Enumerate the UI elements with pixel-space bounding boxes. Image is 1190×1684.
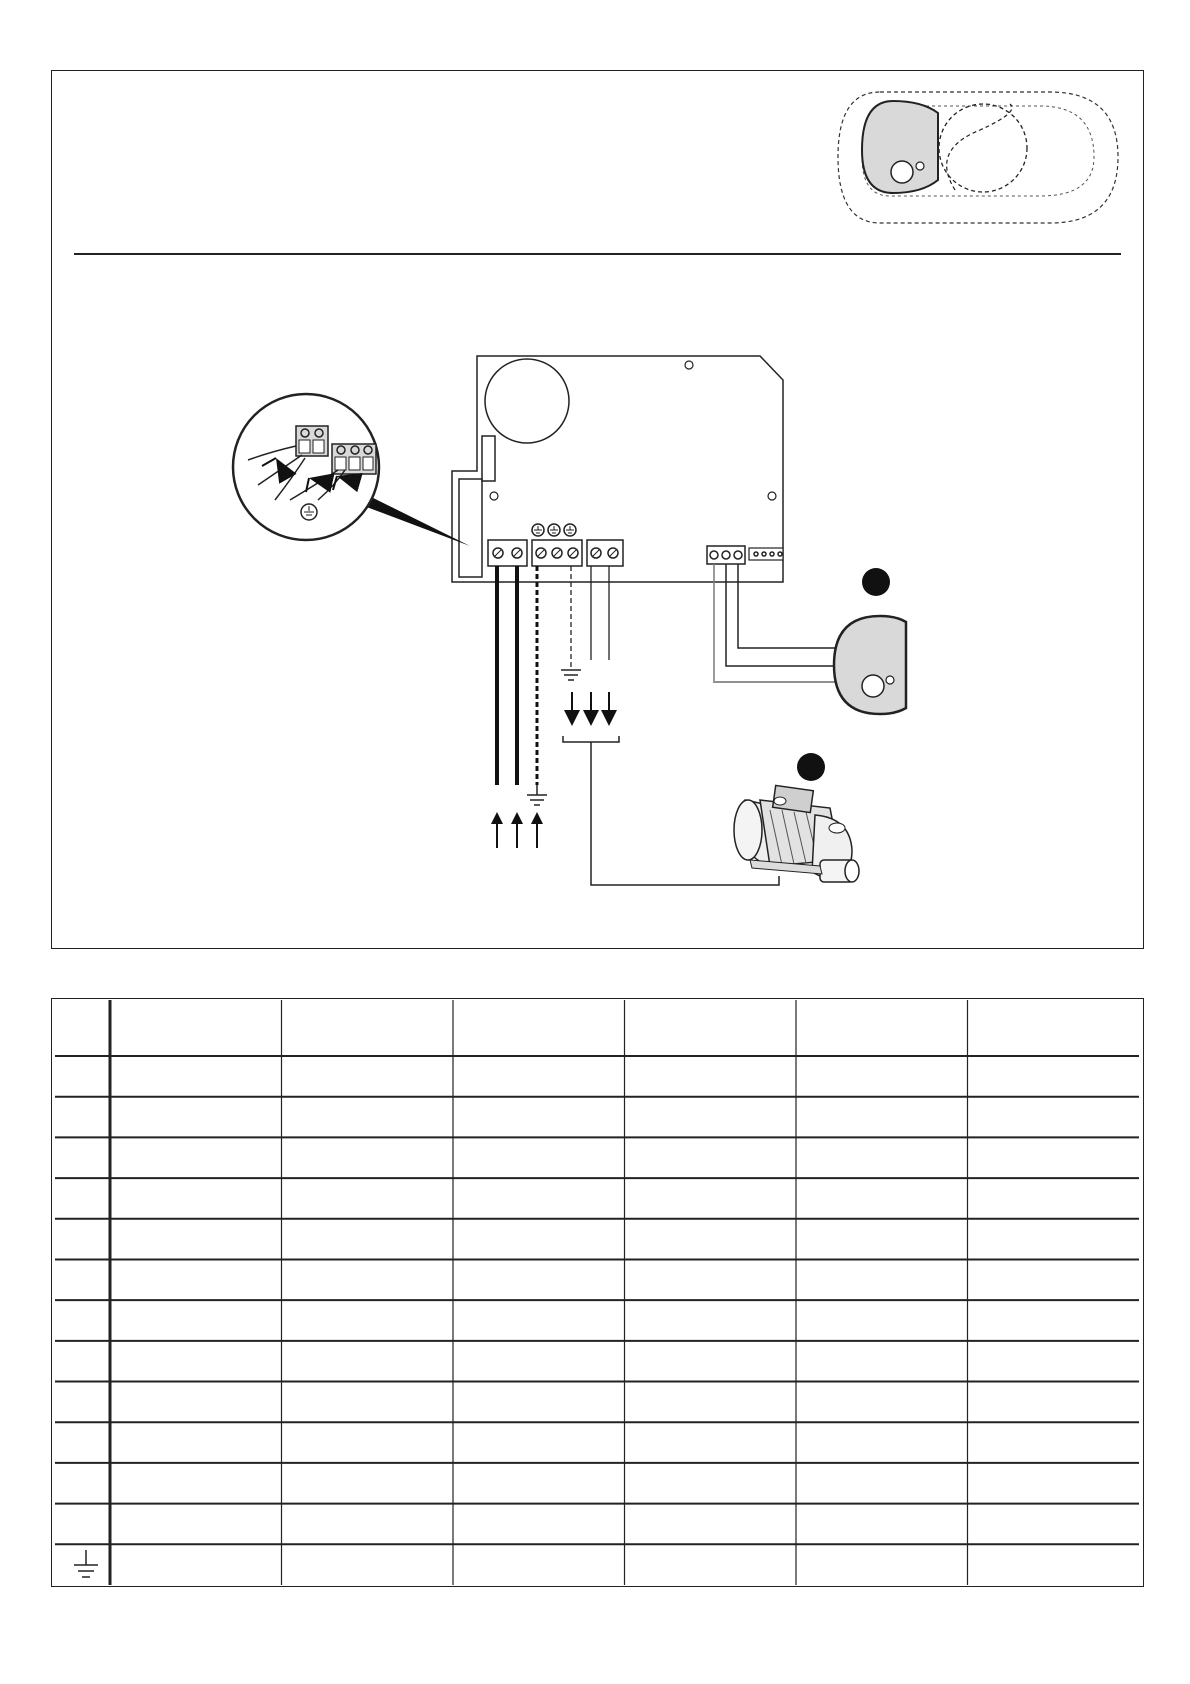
earth-ground-icon [74, 1550, 98, 1577]
